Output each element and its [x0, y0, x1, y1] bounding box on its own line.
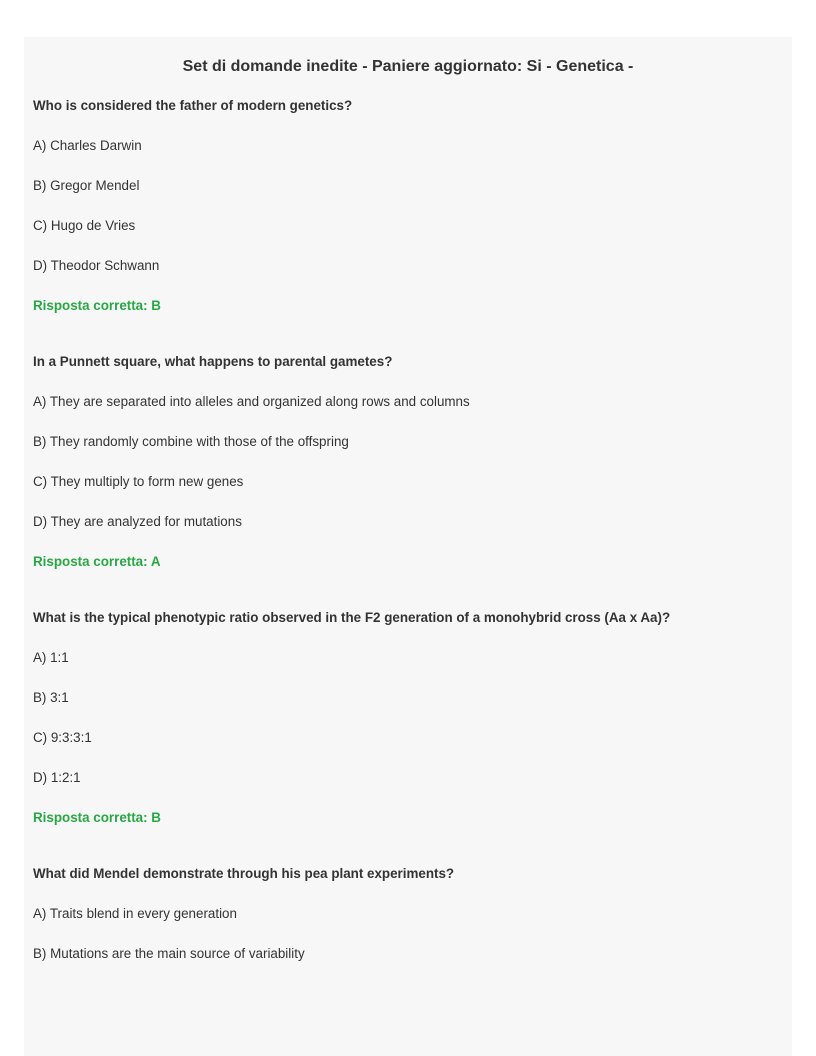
- question-text: What is the typical phenotypic ratio observed in the F2 generation of a monohybrid cross (Aa x Aa)?: [33, 610, 671, 625]
- option-c: C) 9:3:3:1: [33, 730, 92, 745]
- option-b: B) Mutations are the main source of variability: [33, 946, 305, 961]
- question-text: In a Punnett square, what happens to parental gametes?: [33, 354, 393, 369]
- option-b: B) They randomly combine with those of the offspring: [33, 434, 349, 449]
- option-d: D) Theodor Schwann: [33, 258, 160, 273]
- option-b: B) 3:1: [33, 690, 69, 705]
- option-d: D) They are analyzed for mutations: [33, 514, 242, 529]
- correct-answer: Risposta corretta: B: [33, 810, 161, 825]
- option-c: C) Hugo de Vries: [33, 218, 136, 233]
- option-a: A) They are separated into alleles and organized along rows and columns: [33, 394, 470, 409]
- option-a: A) 1:1: [33, 650, 69, 665]
- correct-answer: Risposta corretta: B: [33, 298, 161, 313]
- question-text: Who is considered the father of modern genetics?: [33, 98, 353, 113]
- option-a: A) Charles Darwin: [33, 138, 142, 153]
- question-block-4: [33, 863, 783, 965]
- option-a: A) Traits blend in every generation: [33, 906, 237, 921]
- page-title: Set di domande inedite - Paniere aggiornato: Si - Genetica -: [182, 58, 634, 75]
- question-text: What did Mendel demonstrate through his pea plant experiments?: [33, 866, 455, 881]
- option-b: B) Gregor Mendel: [33, 178, 140, 193]
- question-block-2: [33, 351, 783, 573]
- quiz-panel: [24, 37, 792, 1056]
- question-block-3: [33, 607, 783, 829]
- correct-answer: Risposta corretta: A: [33, 554, 161, 569]
- question-block-1: [33, 95, 783, 317]
- option-c: C) They multiply to form new genes: [33, 474, 244, 489]
- option-d: D) 1:2:1: [33, 770, 81, 785]
